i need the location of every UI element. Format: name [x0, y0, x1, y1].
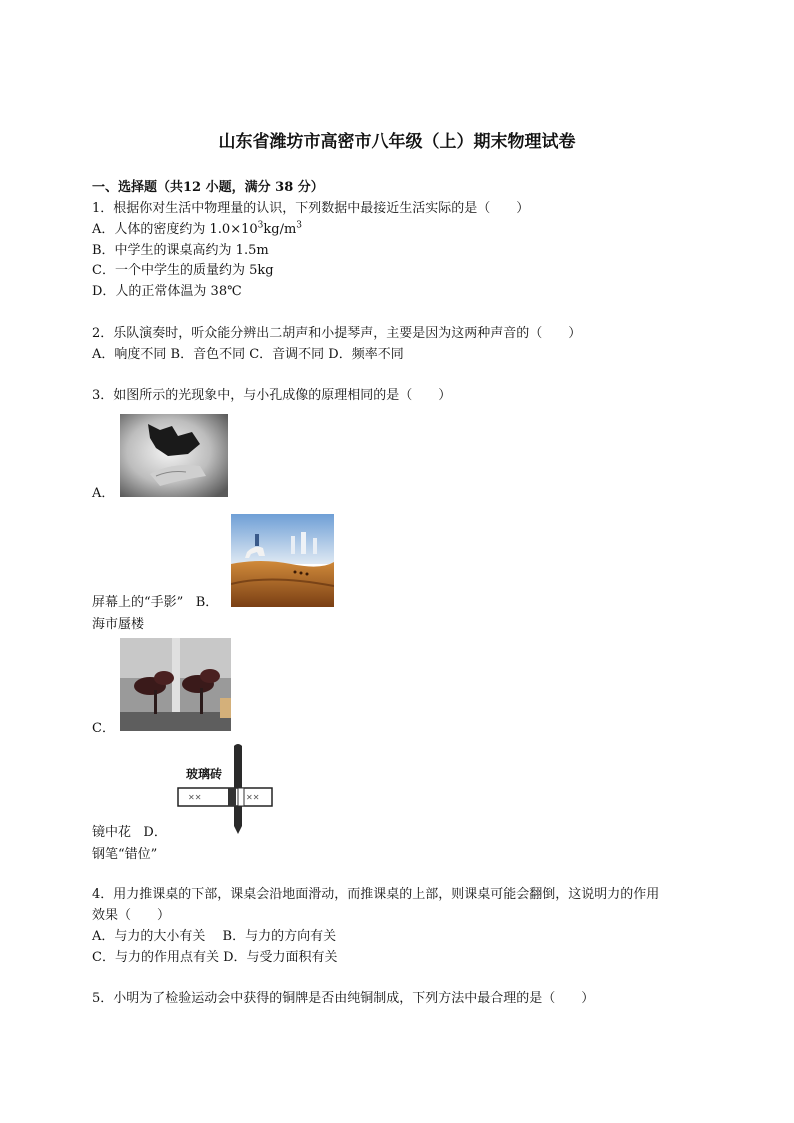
section-heading: 一、选择题（共12 小题，满分 38 分）	[92, 180, 324, 195]
mirage-image	[231, 514, 334, 607]
q3-option-d-caption: 钢笔“错位”	[92, 847, 158, 862]
q1-stem: 1．根据你对生活中物理量的认识，下列数据中最接近生活实际的是（ ）	[92, 201, 530, 216]
mirror-flower-image	[120, 638, 231, 731]
glass-block-label: 玻璃砖	[186, 767, 223, 781]
q1-option-d: D．人的正常体温为 38℃	[92, 284, 242, 299]
hand-shadow-image	[120, 414, 228, 497]
q1-option-c: C．一个中学生的质量约为 5kg	[92, 263, 274, 278]
q3-stem: 3．如图所示的光现象中，与小孔成像的原理相同的是（ ）	[92, 388, 452, 403]
q1-option-b: B．中学生的课桌高约为 1.5m	[92, 243, 269, 258]
exam-title: 山东省潍坊市高密市八年级（上）期末物理试卷	[218, 132, 576, 152]
q4-stem-line1: 4．用力推课桌的下部，课桌会沿地面滑动，而推课桌的上部，则课桌可能会翻倒，这说明力的作用	[92, 887, 660, 902]
q3-option-c-caption: 镜中花 D．	[92, 825, 167, 840]
svg-text:✕✕: ✕✕	[246, 793, 260, 802]
q1-option-a: A．人体的密度约为 $1.0\times 10^3kg/m^3$	[92, 220, 303, 237]
glass-block-pen-image	[176, 742, 274, 834]
q3-option-c-label: C．	[92, 721, 115, 736]
q4-stem-line2: 效果（ ）	[92, 908, 171, 923]
q3-option-b-caption: 海市蜃楼	[92, 617, 145, 632]
q5-stem: 5．小明为了检验运动会中获得的铜牌是否由纯铜制成，下列方法中最合理的是（ ）	[92, 991, 595, 1006]
q4-options-line2: C．与力的作用点有关 D．与受力面积有关	[92, 950, 338, 965]
q2-options: A．响度不同 B．音色不同 C．音调不同 D．频率不同	[92, 347, 404, 362]
q4-options-line1: A．与力的大小有关 B．与力的方向有关	[92, 929, 337, 944]
svg-text:✕✕: ✕✕	[188, 793, 202, 802]
q3-option-a-caption: 屏幕上的“手影” B．	[92, 595, 219, 610]
q2-stem: 2．乐队演奏时，听众能分辨出二胡声和小提琴声，主要是因为这两种声音的（ ）	[92, 326, 582, 341]
q3-option-a-label: A．	[92, 486, 115, 501]
